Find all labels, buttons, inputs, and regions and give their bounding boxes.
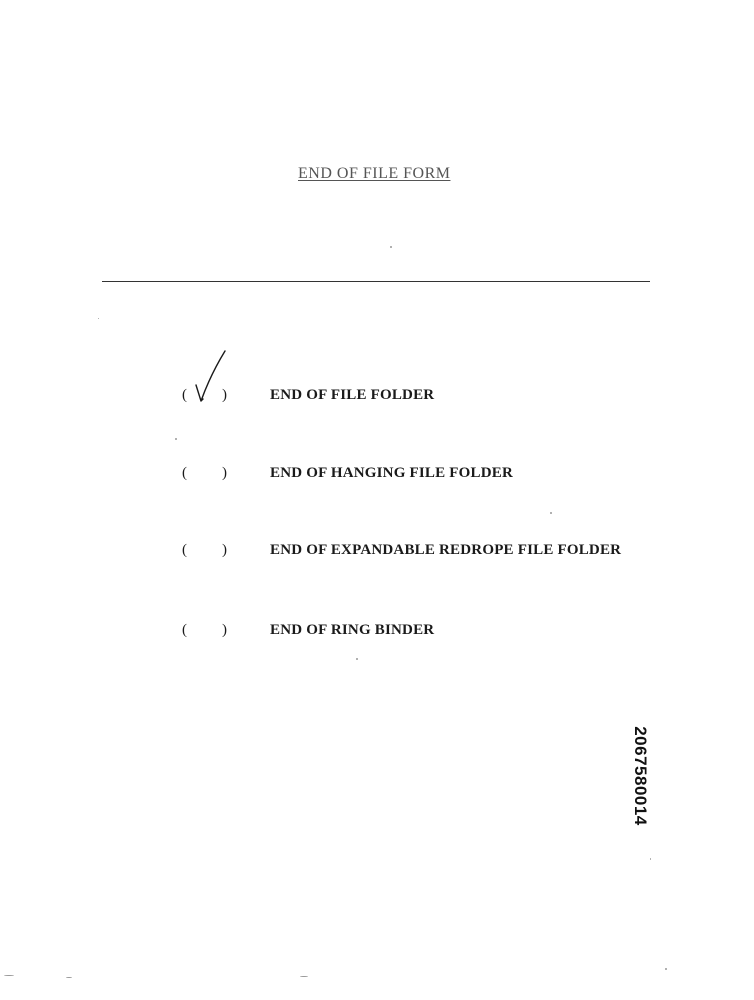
option-end-of-ring-binder xyxy=(182,618,662,642)
scan-speck xyxy=(66,977,72,978)
open-paren: ( xyxy=(182,622,187,638)
open-paren: ( xyxy=(182,387,187,403)
option-end-of-expandable-redrope-file-folder xyxy=(182,538,662,562)
scan-speck xyxy=(4,975,14,976)
option-label: END OF RING BINDER xyxy=(270,622,435,638)
option-end-of-file-folder xyxy=(182,383,662,407)
scan-speck xyxy=(550,512,552,514)
option-end-of-hanging-file-folder xyxy=(182,461,662,485)
option-label: END OF EXPANDABLE REDROPE FILE FOLDER xyxy=(270,542,622,558)
open-paren: ( xyxy=(182,542,187,558)
form-title: END OF FILE FORM xyxy=(298,165,451,182)
scan-speck xyxy=(300,976,308,977)
document-number: 2067580014 xyxy=(631,726,650,826)
close-paren: ) xyxy=(222,542,227,558)
scan-speck xyxy=(650,858,651,860)
close-paren: ) xyxy=(222,622,227,638)
scan-speck xyxy=(98,318,99,319)
scan-speck xyxy=(665,968,667,970)
scan-speck xyxy=(175,438,177,440)
option-label: END OF HANGING FILE FOLDER xyxy=(270,465,513,481)
scan-speck xyxy=(390,246,392,248)
close-paren: ) xyxy=(222,465,227,481)
horizontal-rule xyxy=(102,281,650,282)
close-paren: ) xyxy=(222,387,227,403)
scan-speck xyxy=(356,658,358,660)
option-label: END OF FILE FOLDER xyxy=(270,387,435,403)
open-paren: ( xyxy=(182,465,187,481)
